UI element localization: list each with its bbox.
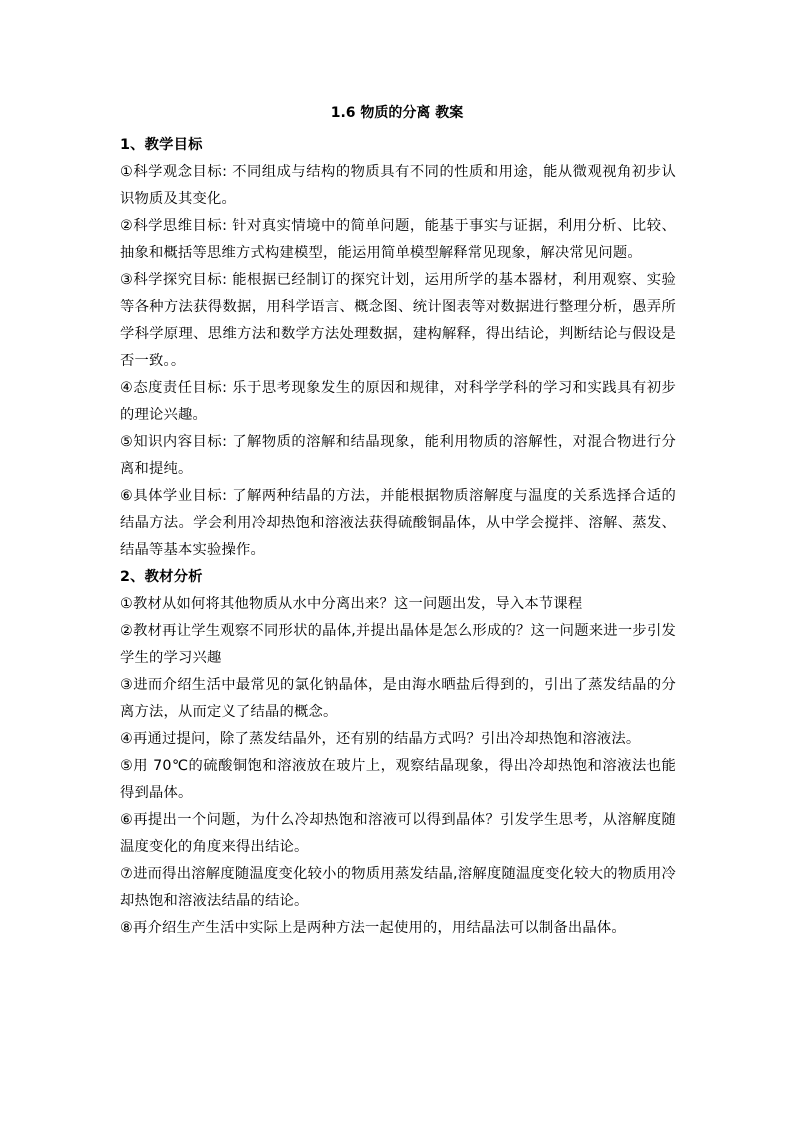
objective-science-concept: ①科学观念目标: 不同组成与结构的物质具有不同的性质和用途，能从微观视角初步认识物质及其变化。 bbox=[120, 164, 676, 207]
objective-attitude-responsibility: ④态度责任目标: 乐于思考现象发生的原因和规律，对科学学科的学习和实践具有初步的理论兴趣。 bbox=[120, 380, 676, 423]
document-body bbox=[120, 132, 676, 942]
objective-science-inquiry: ③科学探究目标: 能根据已经制订的探究计划，运用所学的基本器材，利用观察、实验等各种方法获得数据，用科学语言、概念图、统计图表等对数据进行整理分析，愚弄所学科学原理、思维方法和数学方法处理数据，建构解释，得出结论，判断结论与假设是否一致。。 bbox=[120, 272, 676, 369]
section-heading-objectives: 1、教学目标 bbox=[120, 137, 203, 153]
analysis-item-5: ⑤用 70℃的硫酸铜饱和溶液放在玻片上，观察结晶现象，得出冷却热饱和溶液法也能得到晶体。 bbox=[120, 758, 676, 801]
document-title: 1.6 物质的分离 教案 bbox=[330, 105, 464, 121]
analysis-item-8: ⑧再介绍生产生活中实际上是两种方法一起使用的，用结晶法可以制备出晶体。 bbox=[120, 920, 626, 936]
analysis-item-7: ⑦进而得出溶解度随温度变化较小的物质用蒸发结晶,溶解度随温度变化较大的物质用冷却热饱和溶液法结晶的结论。 bbox=[120, 866, 676, 909]
objective-science-thinking: ②科学思维目标: 针对真实情境中的简单问题，能基于事实与证据，利用分析、比较、抽象和概括等思维方式构建模型，能运用简单模型解释常见现象，解决常见问题。 bbox=[120, 218, 676, 261]
analysis-item-1: ①教材从如何将其他物质从水中分离出来？这一问题出发，导入本节课程 bbox=[120, 596, 583, 612]
analysis-item-4: ④再通过提问，除了蒸发结晶外，还有别的结晶方式吗？引出冷却热饱和溶液法。 bbox=[120, 731, 641, 747]
analysis-item-3: ③进而介绍生活中最常见的氯化钠晶体，是由海水晒盐后得到的，引出了蒸发结晶的分离方法，从而定义了结晶的概念。 bbox=[120, 677, 676, 720]
analysis-item-2: ②教材再让学生观察不同形状的晶体,并提出晶体是怎么形成的？这一问题来进一步引发学生的学习兴趣 bbox=[120, 623, 676, 666]
section-heading-textbook-analysis: 2、教材分析 bbox=[120, 569, 203, 585]
objective-academic: ⑥具体学业目标: 了解两种结晶的方法，并能根据物质溶解度与温度的关系选择合适的结晶方法。学会利用冷却热饱和溶液法获得硫酸铜晶体，从中学会搅拌、溶解、蒸发、结晶等基本实验操作。 bbox=[120, 488, 676, 558]
analysis-item-6: ⑥再提出一个问题，为什么冷却热饱和溶液可以得到晶体？引发学生思考，从溶解度随温度变化的角度来得出结论。 bbox=[120, 812, 676, 855]
objective-knowledge-content: ⑤知识内容目标: 了解物质的溶解和结晶现象，能利用物质的溶解性，对混合物进行分离和提纯。 bbox=[120, 434, 676, 477]
